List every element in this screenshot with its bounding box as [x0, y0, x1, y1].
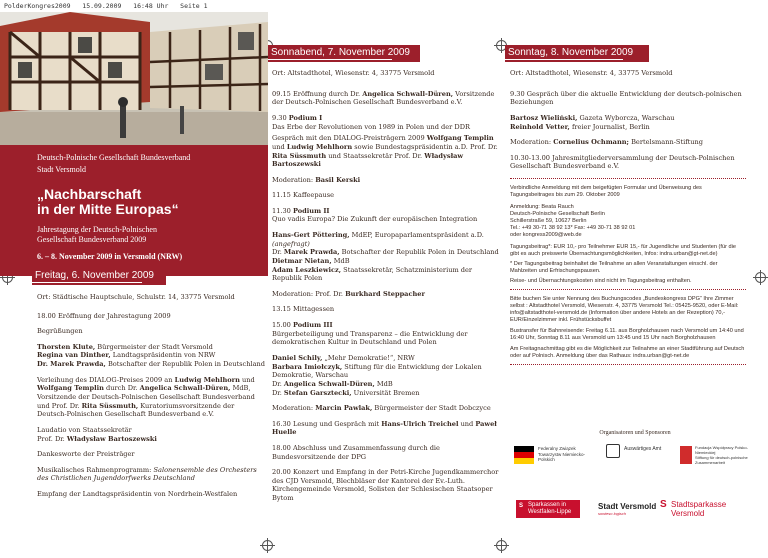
sparkasse-s-icon: S [519, 503, 524, 509]
speaker-role: MdB [331, 257, 350, 266]
event-title-line1: „Nachbarschaft [37, 186, 142, 202]
sponsors-heading: Organisatoren und Sponsoren [599, 430, 671, 436]
contact-line: Schillerstraße 59, 10627 Berlin [510, 217, 587, 224]
contact-line: Anmeldung: Beata Rauch [510, 203, 574, 210]
speaker-name: Bartosz Wieliński, [510, 113, 578, 122]
friday-location: Ort: Städtische Hauptschule, Schulstr. 14, 33775 Versmold [37, 293, 235, 301]
program-item: 18.00 Eröffnung der Jahrestagung 2009 [37, 311, 171, 320]
bus-info: Bustransfer für Bahnreisende: Freitag 6.11. aus Borgholzhausen nach Versmold um 14:40 und 16:40 Uhr, Sonntag 8.11 aus Versmold um 13:45 und 15 Uhr nach Borgholzhausen [510, 327, 744, 341]
fwpn-logo-text [695, 445, 761, 465]
program-item [272, 207, 500, 224]
speaker-name: Ludwig Mehlhorn [286, 142, 353, 151]
program-item: 20.00 Konzert und Empfang in der Petri-Kirche Jugendkammerchor des CJD Versmold, Blechbläser der Kantorei der Ev.-Luth. Kirchengemeinde Versmold, Solisten der Schlesischen Staatsoper Bytom [272, 468, 499, 503]
ensemble-name: Salonensemble des Orchesters des Christlichen Jugenddorfwerks Deutschland [37, 465, 257, 483]
speaker-role: Gazeta Wyborcza, Warschau [577, 113, 675, 122]
speaker-name: Angelica Schwall-Düren, [362, 89, 454, 98]
header-time: 16:48 Uhr [133, 2, 169, 10]
stadtsparkasse-logo [660, 500, 760, 518]
divider [510, 364, 746, 365]
item-text: Moderation: Prof. Dr. [272, 289, 346, 298]
item-text: Vorsitzende der Deutsch-Polnischen Gesellschaft Bundesverband e.V. [272, 89, 495, 107]
saturday-location: Ort: Altstadthotel, Wiesenstr. 4, 33775 Versmold [272, 69, 435, 77]
item-text: Moderation: [272, 404, 316, 413]
title-band [0, 145, 268, 276]
speaker-name: Stefan Garsztecki, [283, 388, 352, 397]
program-item: 18.00 Abschluss und Zusammenfassung durch die Bundesvorsitzende der DPG [272, 443, 440, 461]
event-title-line2: in der Mitte Europas“ [37, 201, 179, 217]
speaker-name: Barbara Imiołczyk, [272, 362, 343, 371]
dpg-logo-icon [514, 446, 534, 464]
speaker-name: Thorsten Klute, [37, 342, 96, 351]
program-item [272, 134, 500, 169]
item-text: Dr. [272, 248, 284, 257]
item-text: 11.30 [272, 206, 293, 215]
program-item [37, 466, 265, 483]
speaker-name: Regina van Dinther, [37, 351, 111, 360]
item-text: Bürgermeister der Stadt Dobczyce [372, 404, 491, 413]
speaker-name: Reinhold Vetter, [510, 122, 570, 131]
program-item: Begrüßungen [37, 327, 83, 336]
speaker-role: Botschafter der Republik Polen in Deutschland [105, 360, 265, 369]
item-text: Musikalisches Rahmenprogramm: [37, 465, 154, 474]
program-item [37, 343, 265, 369]
speaker-role: Universität Bremen [351, 388, 420, 397]
item-text: Dr. [272, 379, 284, 388]
fwpn-name-de: Stiftung für deutsch-polnische Zusammenarbeit [695, 455, 748, 465]
item-text: Moderation: [510, 138, 554, 147]
event-subtitle-line1: Jahrestagung der Deutsch-Polnischen [37, 225, 157, 234]
header-file: PolderKongres2009 [4, 2, 71, 10]
speaker-role: Landtagspräsidentin von NRW [110, 351, 216, 360]
contact-email-link[interactable]: oder kongress2009@web.de [510, 231, 582, 238]
program-item [272, 176, 500, 185]
versmold-tagline: sowieso logisch [598, 511, 627, 516]
item-text: und Staatssekretär Prof. Dr. [326, 151, 425, 160]
sparkasse-s-icon: S [660, 499, 667, 510]
speaker-name: Hans-Ulrich Treichel [381, 419, 459, 428]
event-dates: 6. – 8. November 2009 in Versmold (NRW) [37, 252, 183, 261]
divider [510, 178, 746, 179]
item-text: Prof. Dr. [37, 434, 67, 443]
item-text: 09.15 Eröffnung durch Dr. [272, 89, 363, 98]
sparkassen-logo [516, 500, 580, 518]
item-text: Bertelsmann-Stiftung [628, 138, 704, 147]
organizer-name: Deutsch-Polnische Gesellschaft Bundesverband [37, 153, 191, 162]
city-name: Stadt Versmold [37, 165, 86, 174]
program-item [272, 231, 500, 283]
stadtsparkasse-text: Stadtsparkasse Versmold [671, 500, 727, 518]
fee-note: * Der Tagungsbeitrag beinhaltet die Teilnahme an allen Veranstaltungen einschl. der Mahlzeiten und Erfrischungspausen. [510, 260, 718, 274]
header-page: Seite 1 [180, 2, 208, 10]
program-item: Dankesworte der Preisträger [37, 450, 135, 459]
contact-line: Deutsch-Polnische Gesellschaft Berlin [510, 210, 605, 217]
sunday-heading-text: Sonntag, 8. November 2009 [508, 47, 634, 58]
item-text: 9.30 [272, 113, 289, 122]
speaker-role: Botschafter der Republik Polen in Deutschland [339, 248, 499, 257]
sponsor-logos [502, 440, 768, 558]
podium-label: Podium II [292, 206, 330, 215]
item-text: Das Erbe der Revolutionen von 1989 in Polen und der DDR [272, 122, 470, 131]
program-item: 13.15 Mittagessen [272, 305, 335, 314]
registration-deadline: Verbindliche Anmeldung mit dem beigefügten Formular und Überweisung des Tagungsbeitrages bis zum 29. Oktober 2009 [510, 184, 702, 198]
fee-info: Tagungsbeitrag*: EUR 10,- pro Teilnehmer EUR 15,- für Jugendliche und Studenten (für die gibt es auch preiswerte Übernachtungsmöglichkeiten, Infos: indra.urban@gt-net.de) [510, 243, 736, 257]
speaker-name: Władysław Bartoszewski [272, 151, 464, 169]
program-item: Empfang der Landtagspräsidentin von Nordrhein-Westfalen [37, 489, 238, 498]
program-item: 9.30 Gespräch über die aktuelle Entwicklung der deutsch-polnischen Beziehungen [510, 89, 742, 107]
fwpn-logo-icon [680, 446, 692, 464]
moderator-name: Basil Kerski [315, 175, 361, 184]
speaker-name: Adam Leszkiewicz, [272, 265, 342, 274]
speaker-name: Angelica Schwall-Düren, [139, 384, 231, 393]
item-text: und [458, 419, 476, 428]
item-text: Quo vadis Europa? Die Zukunft der europäischen Integration [272, 215, 478, 224]
registration-info [510, 185, 746, 365]
auswaertiges-amt-text: Auswärtiges Amt [624, 446, 662, 452]
speaker-name: Marek Prawda, [283, 248, 340, 257]
item-text: 16.30 Lesung und Gespräch mit [272, 419, 382, 428]
hotel-info: Bitte buchen Sie unter Nennung des Buchungscodes „Bundeskongress DPG“ Ihre Zimmer selbst : Altstadthotel Versmold, Wiesenstr. 4, 33775 Versmold Tel.: 05425-9520, oder E-Mail: info@altstadthotel-versmold.de (Information über andere Hotels an der Rezeption) 70,- EUR/Einzelzimmer inkl. Frühstücksbuffet [510, 295, 739, 323]
versmold-logo [598, 502, 656, 516]
program-item [272, 321, 500, 347]
item-text: Dr. [272, 388, 284, 397]
moderator-name: Marcin Pawlak, [315, 404, 373, 413]
friday-heading-text: Freitag, 6. November 2009 [35, 270, 154, 281]
item-text: Laudatio von Staatssekretär [37, 425, 132, 434]
middle-panel [268, 0, 502, 558]
podium-label: Podium I [288, 113, 323, 122]
item-text: durch Dr. [103, 384, 140, 393]
sunday-heading [505, 45, 649, 62]
contact-block [510, 204, 746, 239]
item-text: MdB, Vorsitzende der Deutsch-Polnischen Gesellschaft Bundesverband und Prof. Dr. [37, 384, 255, 410]
program-item [272, 114, 500, 131]
friday-heading [32, 268, 166, 285]
program-item: 11.15 Kaffeepause [272, 191, 335, 200]
program-item [37, 426, 265, 443]
versmold-logo-text: Stadt Versmold [598, 502, 657, 511]
item-text: Moderation: [272, 175, 316, 184]
program-item [272, 420, 500, 437]
header-date: 15.09.2009 [82, 2, 122, 10]
item-text: Kuratoriumsvorsitzende der Deutsch-Polnischen Gesellschaft Bundesverband e.V. [37, 401, 235, 419]
saturday-heading [268, 45, 420, 62]
program-item [272, 404, 500, 413]
program-item [37, 376, 265, 420]
program-item [272, 354, 500, 398]
moderator-name: Cornelius Ochmann; [553, 138, 629, 147]
divider [510, 289, 746, 290]
sunday-program [510, 69, 746, 371]
program-item [510, 114, 746, 131]
speaker-name: Wolfgang Templin [37, 384, 104, 393]
tour-info: Am Freitagnachmittag gibt es die Möglichkeit zur Teilnahme an einer Stadtführung auf Deutsch oder auf Polnisch. Anmeldung über das Rathaus: indra.urban@gt-net.de [510, 345, 745, 359]
saturday-program [272, 69, 500, 510]
speaker-name: Dietmar Nietan, [272, 257, 332, 266]
moderator-name: Burkhard Steppacher [345, 289, 425, 298]
speaker-name: Dr. Marek Prawda, [37, 360, 106, 369]
speaker-name: Ludwig Mehlhorn [174, 375, 240, 384]
dpg-logo-text: Federalny Związek Towarzystw Niemiecko-Polskich [538, 446, 586, 462]
note-text: (angefragt) [272, 239, 310, 248]
sunday-location: Ort: Altstadthotel, Wiesenstr. 4, 33775 Versmold [510, 69, 673, 77]
speaker-name: Daniel Schily, [272, 353, 323, 362]
left-panel [0, 0, 268, 558]
friday-program [37, 293, 265, 505]
speaker-role: MdB [374, 379, 393, 388]
speaker-name: Hans-Gert Pöttering, [272, 230, 350, 239]
speaker-name: Rita Süssmuth, [81, 401, 139, 410]
speaker-role: MdEP, Europaparlamentspräsident a.D. [349, 230, 484, 239]
program-item: 10.30-13.00 Jahresmitgliederversammlung der Deutsch-Polnischen Gesellschaft Bundesverband e.V. [510, 153, 735, 171]
contact-line: Tel.: +49 30-71 38 92 13* Fax: +49 30-71 38 92 01 [510, 224, 636, 231]
speaker-role: „Mehr Demokratie!“, NRW [322, 353, 415, 362]
speaker-name: Rita Süssmuth [272, 151, 327, 160]
speaker-role: freier Journalist, Berlin [569, 122, 650, 131]
item-text: und [239, 375, 255, 384]
item-text: Verleihung des DIALOG-Preises 2009 an [37, 375, 175, 384]
speaker-role: Staatssekretär, Schatzministerium der Republik Polen [272, 265, 473, 283]
item-text: und [272, 142, 287, 151]
program-item [510, 138, 746, 147]
speaker-name: Władysław Bartoszewski [66, 434, 157, 443]
travel-note: Reise- und Übernachtungskosten sind nicht im Tagungsbeitrag enthalten. [510, 277, 692, 284]
item-text: sowie Bundestagspräsidentin a.D. Prof. Dr. [352, 142, 498, 151]
speaker-name: Angelica Schwall-Düren, [283, 379, 375, 388]
item-text: Bürgerbeteiligung und Transparenz – die Entwicklung der demokratischen Kultur in Deutschland und Polen [272, 329, 468, 347]
fwpn-name-pl: Fundacja Współpracy Polsko-Niemieckiej [695, 445, 748, 455]
speaker-role: Stiftung für die Entwicklung der Lokalen Demokratie, Warschau [272, 362, 482, 380]
item-text: Gespräch mit den DIALOG-Preisträgern 2009 [272, 134, 427, 143]
speaker-name: Paweł Huelle [272, 419, 497, 437]
saturday-heading-text: Sonnabend, 7. November 2009 [271, 47, 410, 58]
item-text: 15.00 [272, 320, 293, 329]
sparkassen-text: Sparkassen in Westfalen-Lippe [528, 502, 572, 515]
eagle-icon [606, 444, 620, 458]
speaker-name: Wolfgang Templin [426, 134, 494, 143]
speaker-role: Bürgermeister der Stadt Versmold [95, 342, 213, 351]
event-subtitle-line2: Gesellschaft Bundesverband 2009 [37, 235, 147, 244]
town-photo [0, 12, 268, 145]
podium-label: Podium III [292, 320, 333, 329]
program-item [272, 90, 500, 107]
right-panel [502, 0, 768, 558]
program-item [272, 290, 500, 299]
